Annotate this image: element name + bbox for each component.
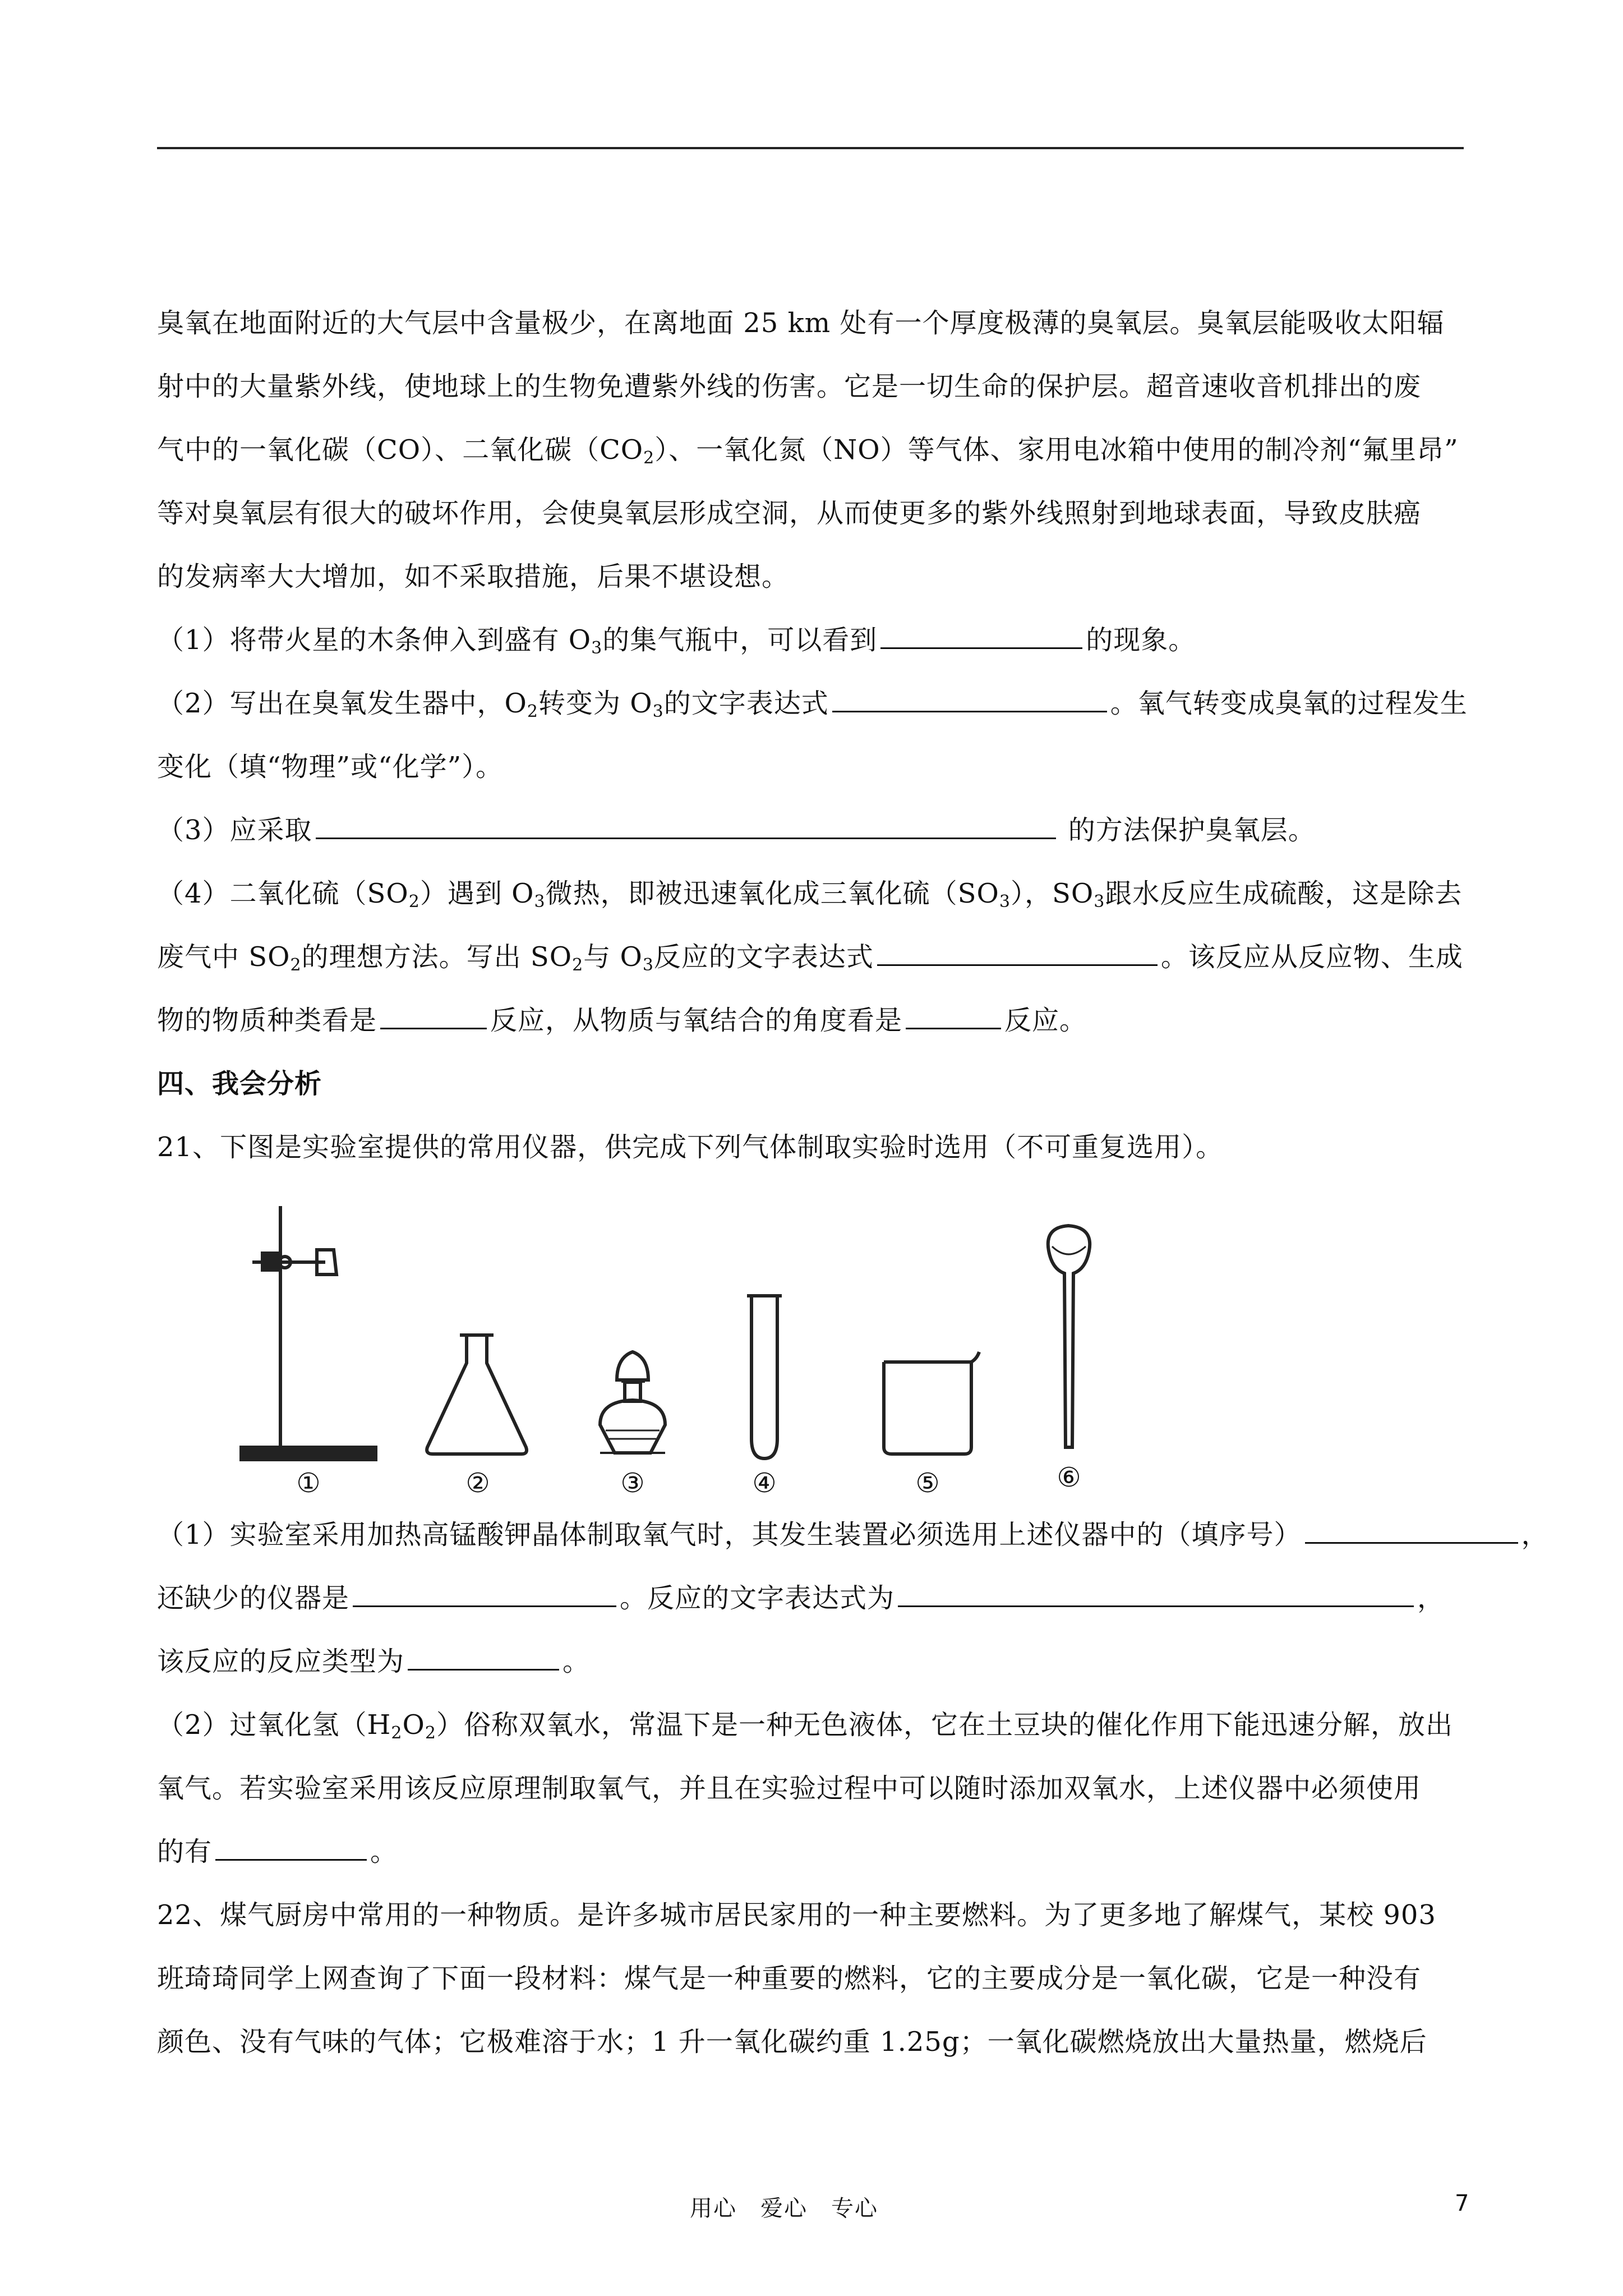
q21-part1: （1）实验室采用加热高锰酸钾晶体制取氧气时，其发生装置必须选用上述仪器中的（填序号） ， (157, 1503, 1469, 1567)
q22-line: 22、煤气厨房中常用的一种物质。是许多城市居民家用的一种主要燃料。为了更多地了解煤气，某校 903 (157, 1899, 1436, 1931)
page-footer (0, 2191, 1623, 2224)
answer-blank[interactable] (832, 682, 1107, 712)
iron-stand-icon (241, 1206, 376, 1460)
answer-blank[interactable] (898, 1576, 1414, 1607)
figure-label: ④ (752, 1467, 777, 1498)
q21-part1-cont2: 该反应的反应类型为 。 (157, 1630, 1469, 1694)
q22-line: 班琦琦同学上网查询了下面一段材料：煤气是一种重要的燃料，它的主要成分是一氧化碳，它是一种没有 (157, 1963, 1422, 1994)
answer-blank[interactable] (408, 1640, 559, 1671)
passage-line: 气中的一氧化碳（CO）、二氧化碳$(CO_2)$、一氧化氮（NO）等气体、家用电冰箱中使用的制冷剂“氟里昂” (157, 434, 1459, 468)
answer-blank[interactable] (316, 808, 1056, 839)
q21-stem: 21、下图是实验室提供的常用仪器，供完成下列气体制取实验时选用（不可重复选用）。 (157, 1131, 1224, 1163)
figure-label: ③ (620, 1467, 645, 1498)
q20-part4-cont2: 物的物质种类看是 反应，从物质与氧结合的角度看是 反应。 (157, 989, 1469, 1052)
q21-part2-cont2: 的有 。 (157, 1820, 1469, 1884)
q21-part1-cont: 还缺少的仪器是 。反应的文字表达式为 ， (157, 1567, 1469, 1630)
answer-blank[interactable] (877, 935, 1158, 966)
long-neck-funnel-icon (1048, 1226, 1090, 1447)
q20-part2-cont: 变化（填“物理”或“化学”）。 (157, 751, 504, 783)
lab-apparatus-figure (157, 1184, 1469, 1498)
figure-label: ② (465, 1467, 490, 1498)
answer-blank[interactable] (1305, 1513, 1518, 1544)
q20-part4-cont: 废气中 $SO_2$的理想方法。写出 $SO_2$与 $O_3$反应的文字表达式 。该反应从反应物、生成 (157, 926, 1469, 989)
apparatus-drawing (157, 1184, 1110, 1498)
conical-flask-icon (427, 1335, 527, 1454)
figure-label: ① (296, 1467, 321, 1498)
q21-part2: （2）过氧化氢$(H_2O_2)$俗称双氧水，常温下是一种无色液体，它在土豆块的催化作用下能迅速分解，放出 (157, 1709, 1453, 1743)
passage-line: 射中的大量紫外线，使地球上的生物免遭紫外线的伤害。它是一切生命的保护层。超音速收音机排出的废 (157, 371, 1422, 402)
figure-label: ⑥ (1057, 1462, 1081, 1493)
figure-label: ⑤ (915, 1467, 940, 1498)
footer-motto: 用心 爱心 专心 (690, 2196, 878, 2221)
answer-blank[interactable] (880, 618, 1082, 649)
q20-part2: （2）写出在臭氧发生器中，$O_2$转变为 $O_3$的文字表达式 。氧气转变成臭氧的过程发生 (157, 672, 1469, 735)
page-content (157, 292, 1549, 2074)
header-rule (157, 147, 1464, 149)
beaker-icon (884, 1352, 979, 1454)
q20-part3: （3）应采取 的方法保护臭氧层。 (157, 799, 1469, 862)
passage-line: 臭氧在地面附近的大气层中含量极少，在离地面 25 km 处有一个厚度极薄的臭氧层。臭氧层能吸收太阳辐 (157, 307, 1445, 339)
page-number: 7 (1455, 2191, 1469, 2216)
test-tube-icon (747, 1296, 782, 1458)
q21-part2-cont: 氧气。若实验室采用该反应原理制取氧气，并且在实验过程中可以随时添加双氧水，上述仪器中必须使用 (157, 1773, 1422, 1804)
passage-line: 等对臭氧层有很大的破坏作用，会使臭氧层形成空洞，从而使更多的紫外线照射到地球表面，导致皮肤癌 (157, 498, 1422, 529)
answer-blank[interactable] (380, 999, 487, 1029)
passage-line: 的发病率大大增加，如不采取措施，后果不堪设想。 (157, 561, 790, 592)
answer-blank[interactable] (353, 1576, 616, 1607)
alcohol-lamp-icon (600, 1352, 665, 1453)
section-title: 四、我会分析 (157, 1068, 322, 1099)
q20-part4: （4）二氧化硫$(SO_2)$遇到 $O_3$微热，即被迅速氧化成三氧化硫$(SO_3)$，$SO_3$跟水反应生成硫酸，这是除去 (157, 878, 1463, 912)
q20-part1: （1）将带火星的木条伸入到盛有 $O_3$的集气瓶中，可以看到 的现象。 (157, 609, 1469, 672)
answer-blank[interactable] (906, 999, 1001, 1029)
answer-blank[interactable] (215, 1830, 367, 1861)
q22-line: 颜色、没有气味的气体；它极难溶于水；1 升一氧化碳约重 1.25g；一氧化碳燃烧放出大量热量，燃烧后 (157, 2026, 1427, 2058)
